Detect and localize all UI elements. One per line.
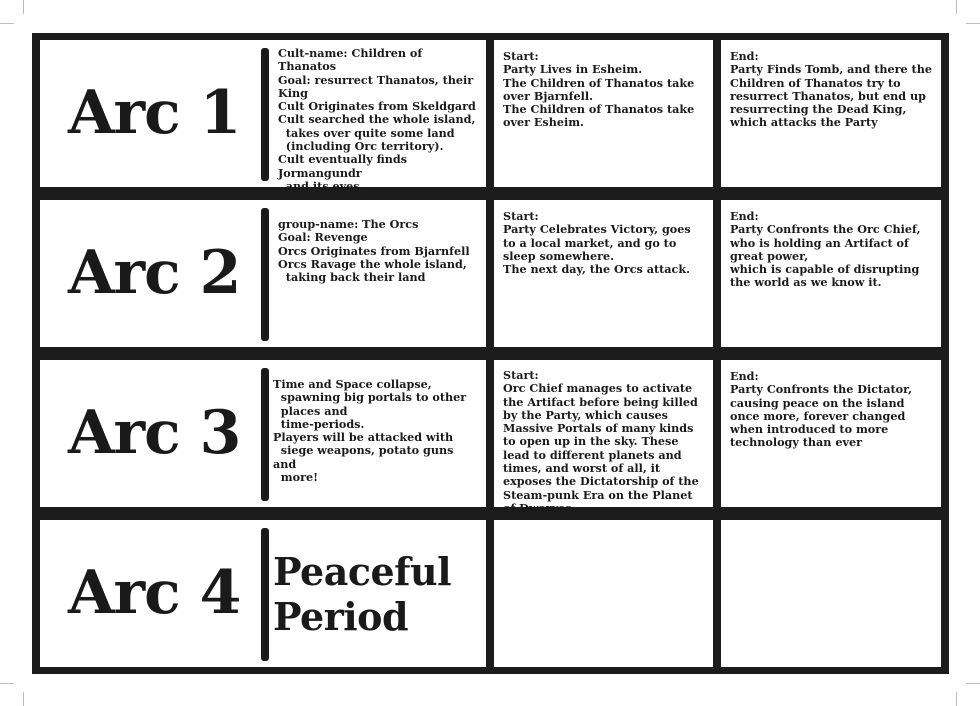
arc-2-description [278, 200, 480, 347]
arc-3-description-line: siege weapons, potato guns and [273, 443, 458, 471]
crop-mark-bottom-left [23, 692, 24, 706]
arc-1-divider [261, 48, 269, 181]
arc-1-description-line: Cult eventually finds Jormangundr [278, 152, 411, 180]
arc-1-description-line: Goal: resurrect Thanatos, their King [278, 72, 478, 100]
arc-3-description [273, 360, 480, 507]
arc-1-end-line: Party Finds Tomb, and there the Children of Thanatos try to resurrect Thanatos, but end up resurrecting the Dead King, which attacks the Party [730, 62, 936, 130]
arc-2-start-line: Party Celebrates Victory, goes to a local market, and go to sleep somewhere. [503, 222, 695, 263]
arc-1-start-card [494, 40, 713, 187]
arc-3-card [40, 360, 486, 507]
arc-3-description-line: Time and Space collapse, [273, 377, 432, 391]
arc-1-end-label: End: [730, 49, 759, 63]
arc-1-description-line: Cult-name: Children of Thanatos [278, 46, 427, 74]
arc-4-start-card [494, 520, 713, 667]
crop-mark-bottom-right [956, 692, 957, 706]
arc-2-description-line: Orcs Ravage the whole island, [278, 256, 467, 271]
crop-mark-bottom-right-h [966, 683, 980, 684]
arc-1-description-line: Cult searched the whole island, [278, 112, 476, 127]
crop-mark-bottom-left-h [0, 683, 14, 684]
crop-mark-top-left [23, 0, 24, 14]
arc-2-end-line: which is capable of disrupting the world as we know it. [730, 262, 924, 290]
crop-mark-top-right-h [966, 23, 980, 24]
arc-3-divider [261, 368, 269, 501]
arc-3-start-line: Orc Chief manages to activate the Artifact before being killed by the Party, which causes Massive Portals of many kinds to open up in the sky. These lead to different planets and times, and worst of all, it exposes the Dictatorship of the Steam-punk Era on the Planet of Dwarves [503, 381, 703, 515]
arc-1-description [278, 40, 480, 193]
arc-2-description-line: group-name: The Orcs [278, 217, 419, 231]
arc-3-description-line: time-periods. [273, 416, 365, 431]
arc-1-start-line: Party Lives in Esheim. [503, 62, 643, 77]
arc-planning-sheet [32, 33, 949, 674]
arc-3-title: Arc 3 [68, 397, 241, 468]
arc-1-title: Arc 1 [68, 77, 241, 148]
arc-2-description-line: taking back their land [278, 270, 426, 285]
arc-2-title: Arc 2 [68, 237, 241, 308]
arc-3-end-label: End: [730, 369, 759, 383]
arc-2-end-card [721, 200, 941, 347]
arc-2-description-line: Goal: Revenge [278, 230, 368, 245]
arc-4-end-card [721, 520, 941, 667]
arc-1-description-line: (including Orc territory). [278, 139, 444, 154]
arc-2-divider [261, 208, 269, 341]
arc-1-description-line: and its eyes. [278, 178, 364, 193]
arc-1-card [40, 40, 486, 193]
arc-2-start-label: Start: [503, 209, 539, 223]
arc-4-title: Arc 4 [68, 557, 241, 628]
crop-mark-top-left-h [0, 23, 14, 24]
arc-3-end-line: Party Confronts the Dictator, causing peace on the island once more, forever changed when introduced to more technology than ever [730, 382, 916, 450]
arc-1-end-card [721, 40, 941, 187]
arc-3-description-line: places and [273, 403, 348, 418]
arc-3-description-line: more! [273, 470, 319, 485]
arc-4-card [40, 520, 486, 667]
arc-1-description-line: Cult Originates from Skeldgard [278, 99, 476, 114]
arc-3-start-card [494, 360, 713, 515]
arc-3-end-card [721, 360, 941, 507]
arc-3-start-label: Start: [503, 368, 539, 382]
arc-2-end-line: Party Confronts the Orc Chief, who is holding an Artifact of great power, [730, 222, 925, 263]
arc-3-description-line: Players will be attacked with [273, 430, 454, 445]
arc-1-description-line: takes over quite some land [278, 125, 455, 140]
arc-4-description [273, 520, 480, 667]
arc-2-end-label: End: [730, 209, 759, 223]
arc-4-divider [261, 528, 269, 661]
arc-4-description-line: Period [273, 593, 409, 639]
arc-4-description-line: Peaceful [273, 548, 452, 594]
arc-1-start-line: The Children of Thanatos take over Bjarnfell. [503, 75, 699, 103]
arc-1-start-label: Start: [503, 49, 539, 63]
arc-3-description-line: spawning big portals to other [273, 390, 467, 405]
crop-mark-top-right [956, 0, 957, 14]
arc-2-start-card [494, 200, 713, 347]
arc-2-description-line: Orcs Originates from Bjarnfell [278, 243, 470, 258]
arc-2-start-line: The next day, the Orcs attack. [503, 262, 690, 277]
arc-2-card [40, 200, 486, 347]
arc-1-start-line: The Children of Thanatos take over Esheim. [503, 102, 699, 130]
